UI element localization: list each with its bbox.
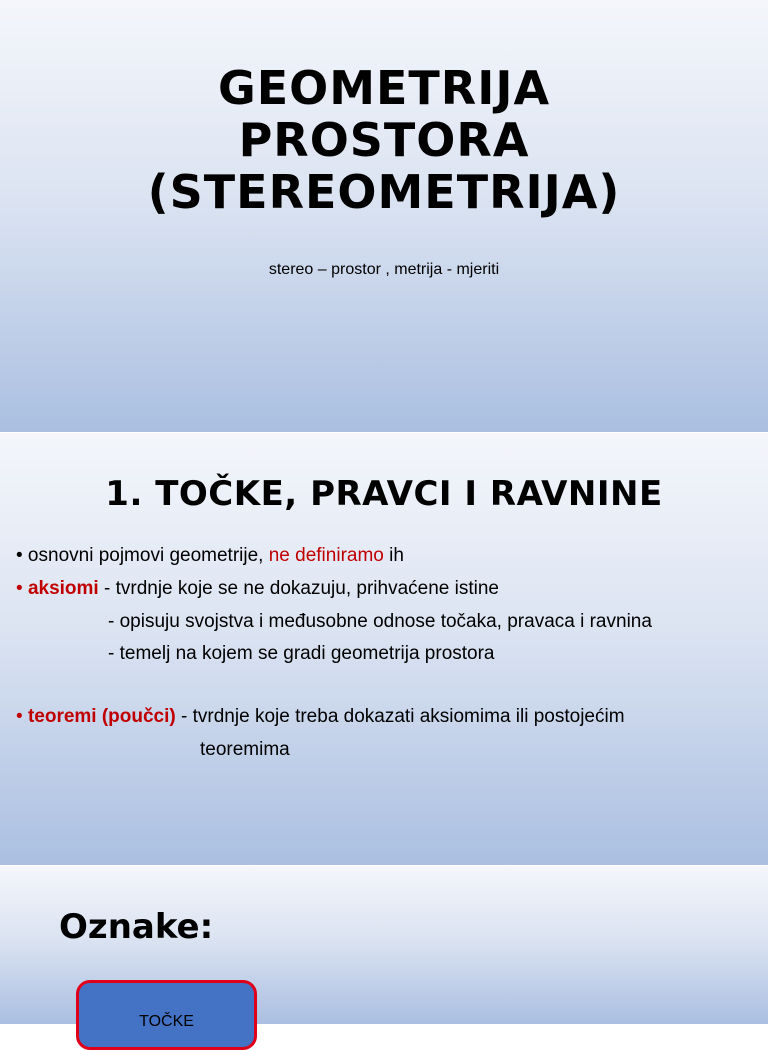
bullet-line-axioms: [16, 578, 499, 600]
bullet-icon: •: [16, 706, 23, 727]
axiom-detail-1: - opisuju svojstva i međusobne odnose točaka, pravaca i ravnina: [108, 611, 652, 632]
slide-title: [0, 62, 768, 218]
term-theorems: teoremi (poučci): [27, 706, 176, 727]
section-title: 1. TOČKE, PRAVCI I RAVNINE: [105, 474, 663, 514]
title-line-2: PROSTORA: [238, 113, 530, 167]
title-line-3: (STEREOMETRIJA): [147, 165, 621, 219]
theorem-continuation: teoremima: [200, 739, 290, 760]
title-slide: [0, 0, 768, 432]
bullet-line-basic-concepts: [16, 545, 404, 567]
points-box-label: TOČKE: [139, 1013, 194, 1030]
bullet-icon: •: [16, 578, 23, 599]
bullet-icon: •: [16, 545, 23, 566]
line-text-end: ih: [383, 545, 404, 566]
slide-subtitle: stereo – prostor , metrija - mjeriti: [268, 261, 500, 278]
highlight-text: ne definiramo: [268, 545, 384, 566]
title-line-1: GEOMETRIJA: [217, 61, 551, 115]
line-text: - tvrdnje koje treba dokazati aksiomima ili postojećim: [175, 706, 625, 727]
line-text: osnovni pojmovi geometrije,: [22, 545, 269, 566]
line-text: - tvrdnje koje se ne dokazuju, prihvaćene istine: [98, 578, 499, 599]
bullet-line-theorems: [16, 706, 625, 728]
points-box: [76, 980, 257, 1050]
notation-title: Oznake:: [59, 907, 214, 947]
axiom-detail-2: - temelj na kojem se gradi geometrija prostora: [108, 643, 495, 664]
term-axioms: aksiomi: [27, 578, 99, 599]
